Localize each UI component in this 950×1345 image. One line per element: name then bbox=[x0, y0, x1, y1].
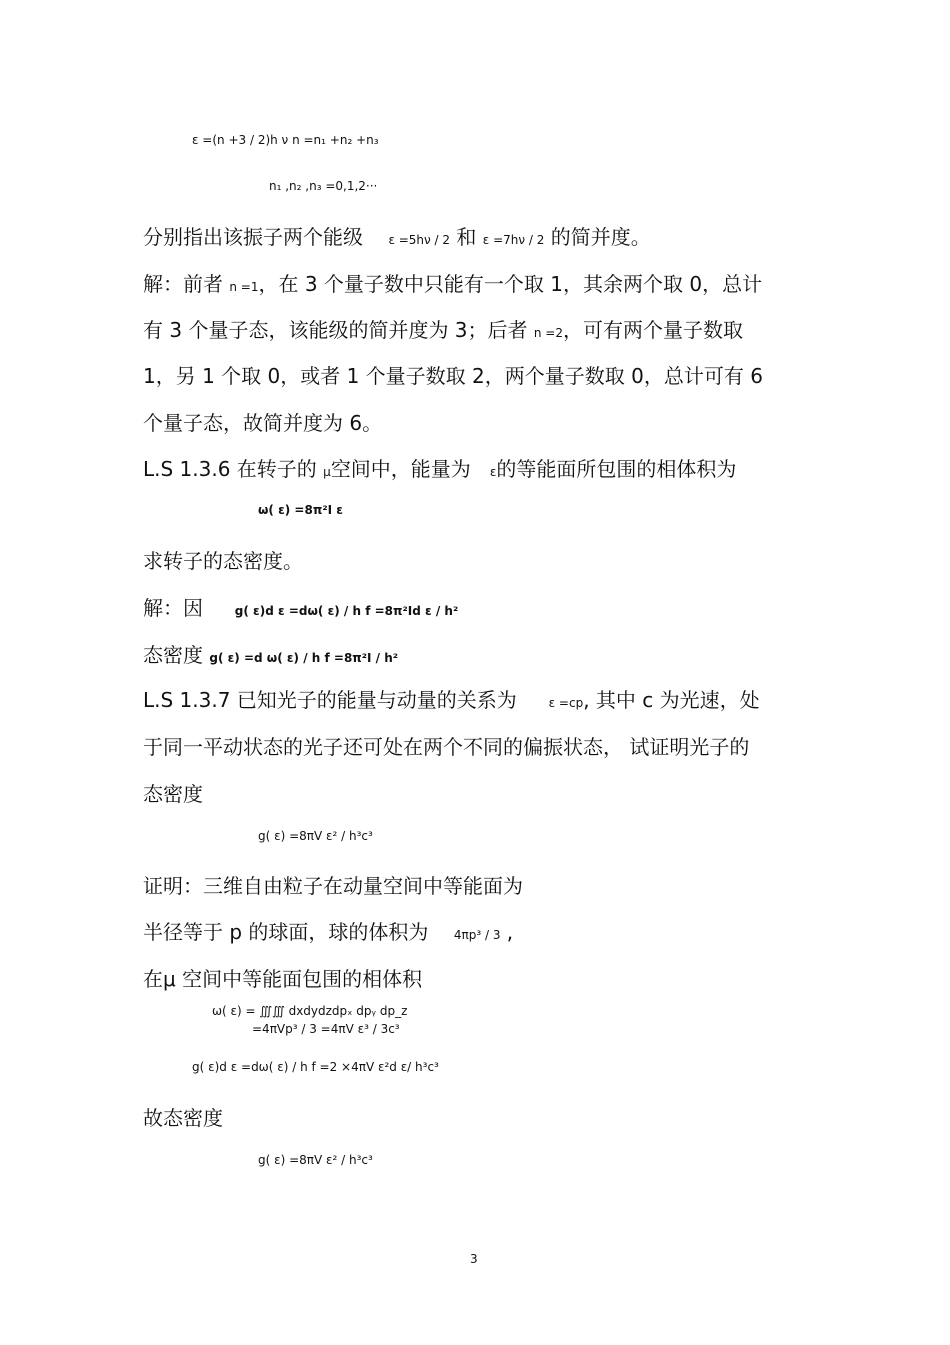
paragraph-density-result: 态密度 g( ε) =d ω( ε) / h f =8π²I / h² bbox=[143, 643, 399, 667]
density-differential-equation: g( ε)d ε =dω( ε) / h f =2 ×4πV ε²d ε/ h³c³ bbox=[192, 1060, 439, 1074]
problem-1-3-6-heading: L.S 1.3.6 在转子的 μ空间中，能量为 ε的等能面所包围的相体积为 bbox=[143, 457, 737, 481]
paragraph-solution-line-4: 个量子态，故简并度为 6。 bbox=[143, 411, 383, 435]
paragraph-proof-line-1: 证明：三维自由粒子在动量空间中等能面为 bbox=[143, 874, 523, 898]
paragraph-solution-line-3: 1，另 1 个取 0，或者 1 个量子数取 2，两个量子数取 0，总计可有 6 bbox=[143, 364, 763, 388]
paragraph-solution-line-1: 解：前者 n =1，在 3 个量子数中只能有一个取 1，其余两个取 0，总计 bbox=[143, 272, 763, 296]
paragraph-solution-line-2: 有 3 个量子态，该能级的简并度为 3；后者 n =2，可有两个量子数取 bbox=[143, 318, 743, 342]
problem-1-3-7-line-3: 态密度 bbox=[143, 782, 203, 806]
paragraph-find-density: 求转子的态密度。 bbox=[143, 549, 303, 573]
phase-volume-result: =4πVp³ / 3 =4πV ε³ / 3c³ bbox=[252, 1022, 400, 1036]
paragraph-question: 分别指出该振子两个能级 ε =5hν / 2 和 ε =7hν / 2 的简并度。 bbox=[143, 225, 651, 249]
photon-density-equation: g( ε) =8πV ε² / h³c³ bbox=[258, 829, 373, 843]
energy-levels-equation: ε =(n +3 / 2)h ν n =n₁ +n₂ +n₃ bbox=[192, 133, 379, 147]
problem-1-3-7-heading: L.S 1.3.7 已知光子的能量与动量的关系为 ε =cp, 其中 c 为光速，处 bbox=[143, 688, 760, 712]
final-density-equation: g( ε) =8πV ε² / h³c³ bbox=[258, 1153, 373, 1167]
page-number: 3 bbox=[470, 1252, 478, 1266]
paragraph-proof-line-2: 半径等于 p 的球面，球的体积为 4πp³ / 3 , bbox=[143, 920, 514, 944]
phase-volume-integral: ω( ε) = ∭∭ dxdydzdpₓ dpᵧ dp_z bbox=[212, 1004, 408, 1018]
paragraph-therefore: 故态密度 bbox=[143, 1106, 223, 1130]
phase-volume-equation: ω( ε) =8π²I ε bbox=[258, 503, 343, 517]
problem-1-3-7-line-2: 于同一平动状态的光子还可处在两个不同的偏振状态， 试证明光子的 bbox=[143, 735, 750, 759]
paragraph-solution-because: 解：因 g( ε)d ε =dω( ε) / h f =8π²Id ε / h² bbox=[143, 596, 459, 620]
paragraph-proof-line-3: 在μ 空间中等能面包围的相体积 bbox=[143, 967, 423, 991]
quantum-number-values: n₁ ,n₂ ,n₃ =0,1,2··· bbox=[269, 179, 378, 193]
